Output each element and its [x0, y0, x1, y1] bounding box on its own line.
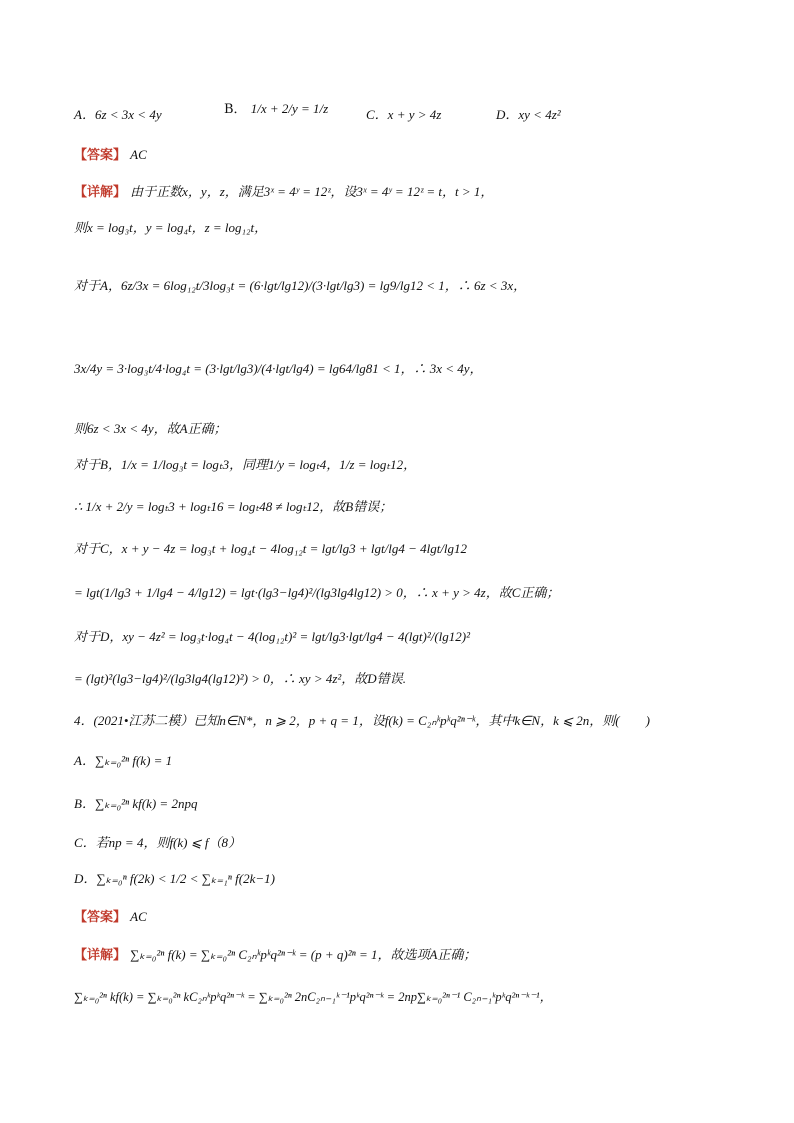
- answer-tag: 【答案】: [74, 910, 127, 925]
- q3-option-b-expr: 1/x + 2/y = 1/z: [250, 101, 329, 116]
- q4-stem: 4．(2021•江苏二模）已知n∈N*，n ⩾ 2，p + q = 1，设f(k) = C₂ₙᵏpᵏq²ⁿ⁻ᵏ，其中k∈N，k ⩽ 2n，则( ): [74, 713, 650, 728]
- q3-option-a: A．6z < 3x < 4y: [74, 107, 162, 122]
- q4-option-c: C．若np = 4，则f(k) ⩽ f（8）: [74, 835, 241, 850]
- q3-detail-line-9: = lgt(1/lg3 + 1/lg4 − 4/lg12) = lgt·(lg3−lg4)²/(lg3lg4lg12) > 0，∴ x + y > 4z，故C正确；: [74, 585, 560, 600]
- answer-value: AC: [130, 909, 147, 924]
- q3-detail-line-8: 对于C，x + y − 4z = log₃t + log₄t − 4log₁₂t = lgt/lg3 + lgt/lg4 − 4lgt/lg12: [74, 541, 468, 556]
- detail-tag: 【详解】: [74, 948, 127, 963]
- q3-detail-line-4: 3x/4y = 3·log₃t/4·log₄t = (3·lgt/lg3)/(4·lgt/lg4) = lg64/lg81 < 1，∴ 3x < 4y，: [74, 361, 483, 376]
- detail-tag: 【详解】: [74, 185, 127, 200]
- q3-detail-line-1: 【详解】 由于正数x，y，z，满足3ˣ = 4ʸ = 12ᶻ，设3ˣ = 4ʸ = 12ᶻ = t，t > 1，: [74, 184, 494, 200]
- q4-option-b: B．∑ₖ₌₀²ⁿ kf(k) = 2npq: [74, 796, 198, 811]
- q4-answer-line: [74, 908, 147, 927]
- q3-detail-line-7: ∴ 1/x + 2/y = logₜ3 + logₜ16 = logₜ48 ≠ logₜ12，故B错误；: [74, 499, 393, 514]
- q4-option-d: D．∑ₖ₌₀ⁿ f(2k) < 1/2 < ∑ₖ₌₁ⁿ f(2k−1): [74, 871, 275, 886]
- q3-option-c: C．x + y > 4z: [366, 107, 442, 122]
- q3-detail-line-6: 对于B，1/x = 1/log₃t = logₜ3，同理1/y = logₜ4，1/z = logₜ12，: [74, 457, 417, 472]
- q3-detail-line-5: 则6z < 3x < 4y，故A正确；: [74, 421, 227, 436]
- q4-option-a: A．∑ₖ₌₀²ⁿ f(k) = 1: [74, 753, 173, 768]
- answer-tag: 【答案】: [74, 148, 127, 163]
- q4-detail-line-2: ∑ₖ₌₀²ⁿ kf(k) = ∑ₖ₌₀²ⁿ kC₂ₙᵏpᵏq²ⁿ⁻ᵏ = ∑ₖ₌₀²ⁿ 2nC₂ₙ₋₁ᵏ⁻¹pᵏq²ⁿ⁻ᵏ = 2np∑ₖ₌₀²ⁿ⁻¹ C₂ₙ₋₁ᵏpᵏq²ⁿ⁻ᵏ⁻¹，: [74, 990, 553, 1004]
- q3-option-b: [224, 98, 328, 117]
- q4-detail-line-1: 【详解】 ∑ₖ₌₀²ⁿ f(k) = ∑ₖ₌₀²ⁿ C₂ₙᵏpᵏq²ⁿ⁻ᵏ = (p + q)²ⁿ = 1，故选项A正确；: [74, 947, 477, 963]
- q3-detail-line-3: 对于A，6z/3x = 6log₁₂t/3log₃t = (6·lgt/lg12)/(3·lgt/lg3) = lg9/lg12 < 1，∴ 6z < 3x，: [74, 278, 527, 293]
- q3-detail-line-2: 则x = log₃t，y = log₄t，z = log₁₂t，: [74, 220, 268, 235]
- q3-option-b-label: B．: [224, 102, 247, 117]
- answer-value: AC: [130, 147, 147, 162]
- q3-detail-line-10: 对于D，xy − 4z² = log₃t·log₄t − 4(log₁₂t)² = lgt/lg3·lgt/lg4 − 4(lgt)²/(lg12)²: [74, 629, 471, 644]
- q3-option-d: D．xy < 4z²: [496, 107, 561, 122]
- q3-answer-line: [74, 146, 147, 165]
- q3-detail-line-11: = (lgt)²(lg3−lg4)²/(lg3lg4(lg12)²) > 0，∴ xy > 4z²，故D错误.: [74, 671, 406, 686]
